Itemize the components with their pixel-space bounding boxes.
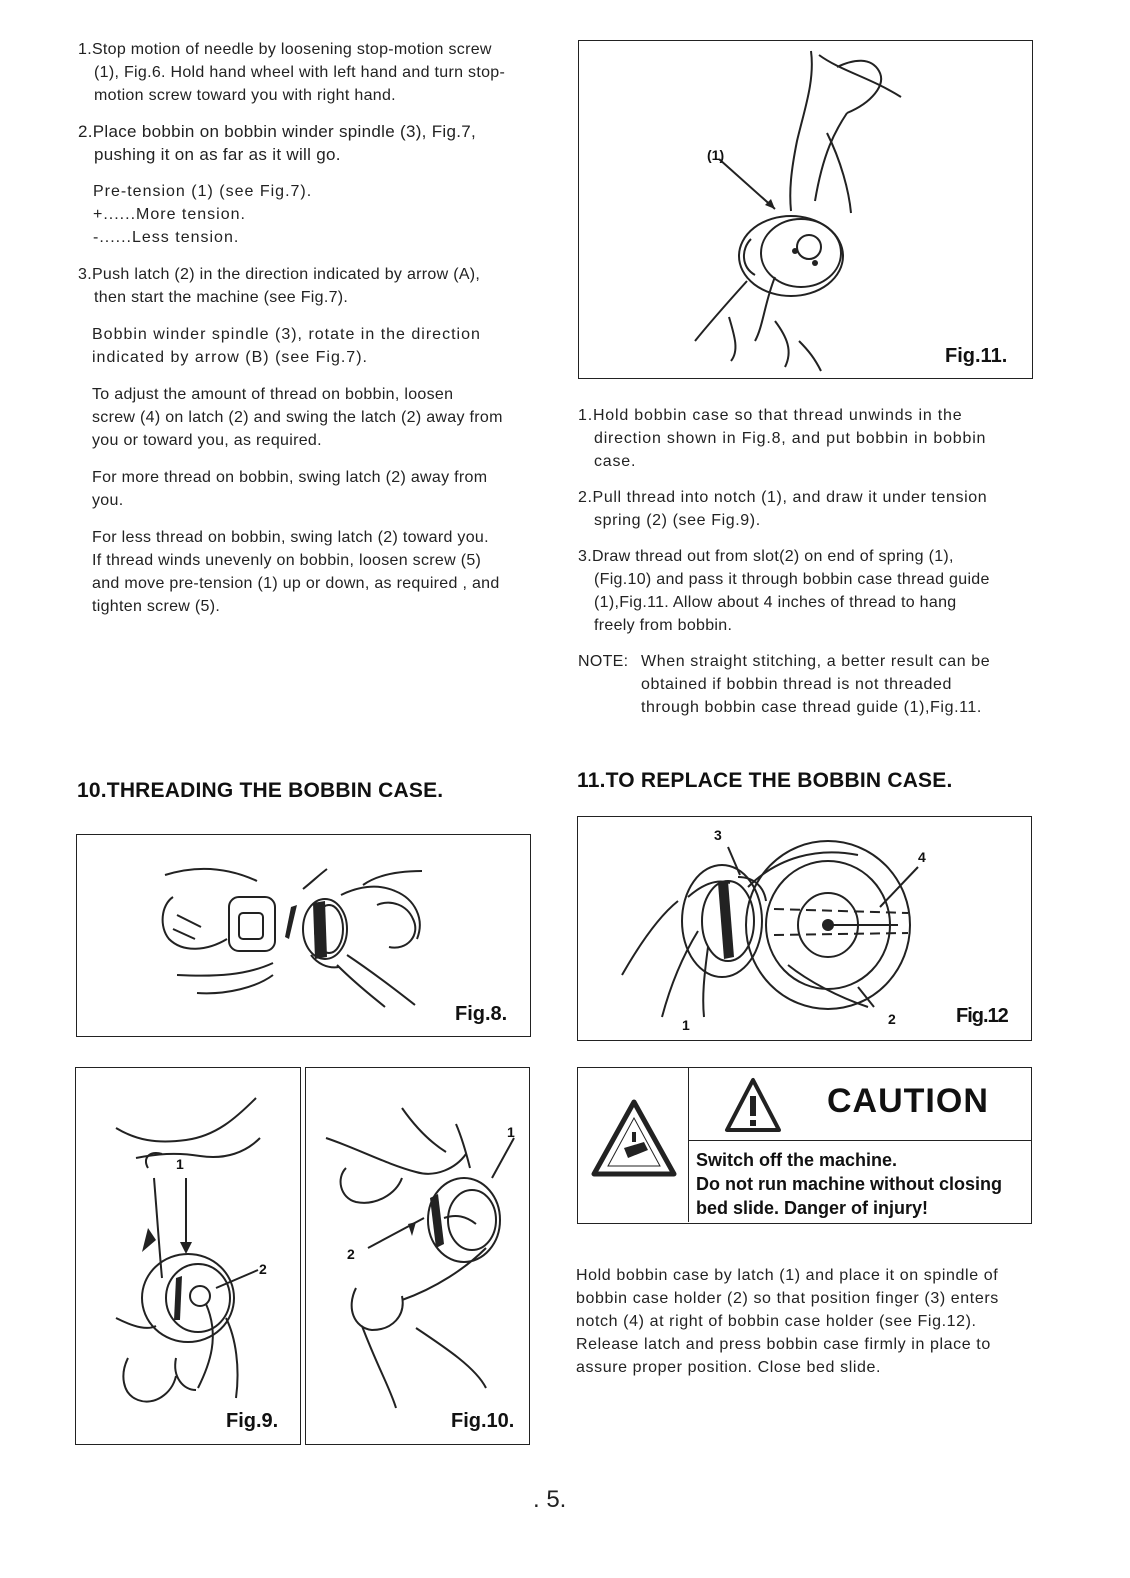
caution-title: CAUTION — [827, 1082, 989, 1120]
less-thread-paragraph: For less thread on bobbin, swing latch (2) toward you. If thread winds unevenly on bobbin, loosen screw (5) and move pre-tension (1) up or down, as required , and tighten screw (5). — [92, 529, 500, 615]
more-thread-paragraph: For more thread on bobbin, swing latch (2) away from you. — [92, 469, 488, 509]
fig12-callout-4: 4 — [918, 849, 926, 865]
fig12-callout-3: 3 — [714, 827, 722, 843]
spindle-paragraph: Bobbin winder spindle (3), rotate in the direction indicated by arrow (B) (see Fig.7). — [92, 326, 481, 366]
section-11-heading: 11.TO REPLACE THE BOBBIN CASE. — [577, 769, 953, 792]
fig10-illustration — [306, 1068, 528, 1443]
page-number: . 5. — [533, 1486, 567, 1513]
fig12-callout-2: 2 — [888, 1011, 896, 1027]
fig11-label: Fig.11. — [945, 345, 1008, 367]
caution-box — [577, 1067, 1032, 1224]
right-step-3: 3.Draw thread out from slot(2) on end of spring (1), (Fig.10) and pass it through bobbin case thread guide (1),Fig.11. Allow about 4 inches of thread to hang freely from bobbin. — [578, 548, 990, 634]
left-step-3: 3.Push latch (2) in the direction indicated by arrow (A), then start the machine (see Fig.7). — [78, 266, 481, 306]
fig10-label: Fig.10. — [451, 1410, 515, 1432]
fig11-illustration — [579, 41, 1031, 377]
right-step-2: 2.Pull thread into notch (1), and draw it under tension spring (2) (see Fig.9). — [578, 489, 988, 529]
note-text: When straight stitching, a better result can be obtained if bobbin thread is not threaded through bobbin case thread guide (1),Fig.11. — [641, 653, 991, 716]
caution-text: Switch off the machine. Do not run machine without closing bed slide. Danger of injury! — [696, 1150, 1002, 1218]
hand-crush-warning-icon — [578, 1068, 688, 1222]
right-step-1: 1.Hold bobbin case so that thread unwinds in the direction shown in Fig.8, and put bobbin in bobbin case. — [578, 407, 987, 470]
left-step-2: 2.Place bobbin on bobbin winder spindle (3), Fig.7, pushing it on as far as it will go. — [78, 122, 477, 164]
figure-8 — [76, 834, 531, 1037]
adjust-paragraph: To adjust the amount of thread on bobbin, loosen screw (4) on latch (2) and swing the latch (2) away from you or toward you, as required. — [92, 386, 503, 449]
figure-12 — [577, 816, 1032, 1041]
fig11-callout-1: (1) — [707, 147, 725, 163]
caution-header — [689, 1068, 1031, 1141]
exclamation-warning-icon — [723, 1076, 783, 1136]
fig9-callout-1: 1 — [176, 1156, 184, 1172]
fig9-label: Fig.9. — [226, 1410, 279, 1432]
caution-hand-warning — [578, 1068, 689, 1222]
fig9-illustration — [76, 1068, 299, 1443]
fig10-callout-2: 2 — [347, 1246, 355, 1262]
fig10-callout-1: 1 — [507, 1124, 515, 1140]
note-label: NOTE: — [578, 653, 629, 670]
fig9-callout-2: 2 — [259, 1261, 267, 1277]
pretension-list: Pre-tension (1) (see Fig.7). +......More tension. -......Less tension. — [93, 183, 313, 246]
section-11-body: Hold bobbin case by latch (1) and place it on spindle of bobbin case holder (2) so that position finger (3) enters notch (4) at right of bobbin case holder (see Fig.12). Release latch and press bobbin case firmly in place to assure proper position. Close bed slide. — [576, 1267, 999, 1376]
left-step-1: 1.Stop motion of needle by loosening stop-motion screw (1), Fig.6. Hold hand wheel with left hand and turn stop- motion screw toward you with right hand. — [78, 41, 506, 104]
section-10-heading: 10.THREADING THE BOBBIN CASE. — [77, 779, 444, 802]
figure-11 — [578, 40, 1033, 379]
figure-10 — [305, 1067, 530, 1445]
fig12-label: Fig.12 — [956, 1005, 1008, 1027]
fig8-label: Fig.8. — [455, 1003, 508, 1025]
fig12-callout-1: 1 — [682, 1017, 690, 1033]
figure-9 — [75, 1067, 301, 1445]
